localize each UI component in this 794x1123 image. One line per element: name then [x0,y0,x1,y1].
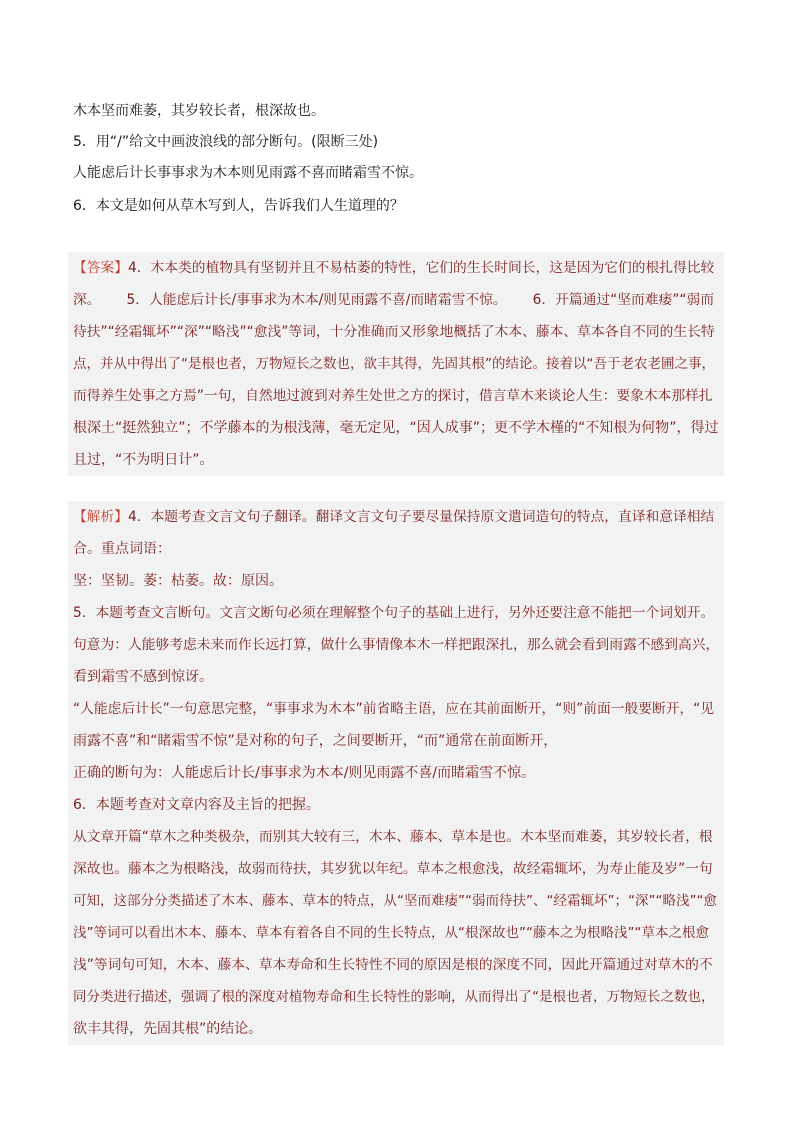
analysis-line: 【解析】4．本题考查文言文句子翻译。翻译文言文句子要尽量保持原文遣词造句的特点，直译和意译相结 [73,509,715,525]
analysis-line: 可知，这部分分类描述了木本、藤本、草本的特点，从“坚而难痿”“弱而待扶”、“经霜辄坏”；“深”“略浅”“愈 [73,893,717,909]
analysis-line: 6．本题考查对文章内容及主旨的把握。 [73,797,320,813]
question-6-prompt: 6．本文是如何从草木写到人，告诉我们人生道理的？ [73,198,404,214]
answer-line: 且过，“不为明日计”。 [73,452,214,468]
question-text-line: 木本坚而难萎，其岁较长者，根深故也。 [73,103,325,119]
analysis-line: 同分类进行描述，强调了根的深度对植物寿命和生长特性的影响，从而得出了“是根也者，万物短长之数也， [73,989,715,1005]
answer-tag: 【答案】 [73,260,129,276]
answer-line: 待扶”“经霜辄坏”“深”“略浅”“愈浅”等词，十分准确而又形象地概括了木本、藤本、草本各自不同的生长特 [73,324,715,340]
analysis-line: “人能虑后计长”一句意思完整，“事事求为木本”前省略主语，应在其前面断开，“则”前面一般要断开，“见 [73,701,715,717]
analysis-line: 欲丰其得，先固其根”的结论。 [73,1021,263,1037]
analysis-line: 合。重点词语： [73,541,171,557]
analysis-block [68,501,724,1045]
analysis-line: 正确的断句为：人能虑后计长/事事求为木本/则见雨露不喜/而睹霜雪不惊。 [73,765,536,781]
analysis-line: 浅”等词句可知，木本、藤本、草本寿命和生长特性不同的原因是根的深度不同，因此开篇通过对草木的不 [73,957,713,973]
analysis-line: 坚：坚韧。萎：枯萎。故：原因。 [73,573,283,589]
analysis-line: 从文章开篇“草木之种类极杂，而别其大较有三，木本、藤本、草本是也。木本坚而难萎，其岁较长者，根 [73,829,713,845]
answer-block [68,252,724,476]
answer-line: 而得养生处事之方焉”一句，自然地过渡到对养生处世之方的探讨，借言草木来谈论人生：要象木本那样扎 [73,388,713,404]
answer-line: 【答案】4．木本类的植物具有坚韧并且不易枯萎的特性，它们的生长时间长，这是因为它们的根扎得比较 [73,260,715,276]
analysis-line: 5．本题考查文言断句。文言文断句必须在理解整个句子的基础上进行，另外还要注意不能把一个词划开。 [73,605,715,621]
question-5-prompt: 5．用“/”给文中画波浪线的部分断句。(限断三处) [73,134,379,150]
answer-line: 点，并从中得出了“是根也者，万物短长之数也，欲丰其得，先固其根”的结论。接着以“吾于老农老圃之事， [73,356,715,372]
answer-line: 深。 5．人能虑后计长/事事求为木本/则见雨露不喜/而睹霜雪不惊。 6．开篇通过“坚而难痿”“弱而 [73,292,715,308]
answer-line: 根深土“挺然独立”；不学藤本的为根浅薄，毫无定见，“因人成事”；更不学木槿的“不知根为何物”，得过 [73,420,719,436]
analysis-tag: 【解析】 [73,509,129,525]
analysis-line: 句意为：人能够考虑未来而作长远打算，做什么事情像本木一样把跟深扎，那么就会看到雨露不感到高兴， [73,637,719,653]
analysis-line: 浅”等词可以看出木本、藤本、草本有着各自不同的生长特点，从“根深故也”“藤本之为根略浅”“草本之根愈 [73,925,709,941]
analysis-line: 深故也。藤本之为根略浅，故弱而待扶，其岁犹以年纪。草本之根愈浅，故经霜辄坏，为寿止能及岁”一句 [73,861,713,877]
analysis-line: 看到霜雪不感到惊讶。 [73,669,213,685]
question-5-sentence: 人能虑后计长事事求为木本则见雨露不喜而睹霜雪不惊。 [73,165,423,181]
analysis-line: 雨露不喜”和“睹霜雪不惊”是对称的句子，之间要断开，“而”通常在前面断开， [73,733,558,749]
